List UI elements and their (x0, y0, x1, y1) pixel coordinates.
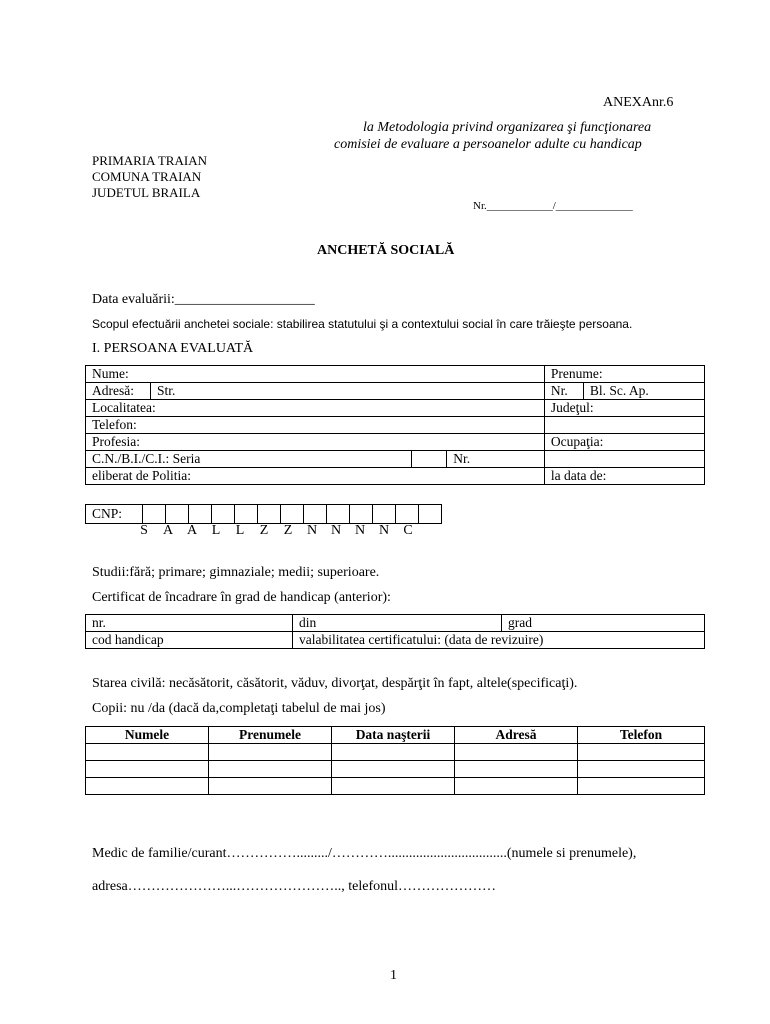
cnp-table (85, 504, 442, 524)
cnp-letters (132, 523, 420, 539)
scope-text: Scopul efectuării anchetei sociale: stabilirea statutului şi a contextului social în care trăieşte persoana. (92, 317, 633, 331)
institution-line-3: JUDETUL BRAILA (92, 185, 201, 200)
table-cell (209, 761, 332, 778)
children-header-adresa: Adresă (455, 727, 578, 744)
cert-cod-cell: cod handicap (86, 632, 293, 649)
page-number: 1 (390, 968, 397, 983)
cert-nr-cell: nr. (86, 615, 293, 632)
cnp-letter: N (306, 523, 318, 538)
cnp-digit-box (373, 505, 396, 524)
cnp-digit-box (235, 505, 258, 524)
table-cell (86, 778, 209, 795)
adresa-cell: Adresă: (86, 383, 151, 400)
cnp-letter: N (330, 523, 342, 538)
cnp-digit-box (396, 505, 419, 524)
nume-cell: Nume: (86, 366, 545, 383)
annex-number: ANEXAnr.6 (603, 95, 674, 110)
la-data-cell: la data de: (544, 468, 704, 485)
cnp-digit-box (350, 505, 373, 524)
cn-seria-cell: C.N./B.I./C.I.: Seria (86, 451, 412, 468)
cnp-digit-box (419, 505, 442, 524)
cnp-letter: A (186, 523, 198, 538)
civil-status-text: Starea civilă: necăsătorit, căsătorit, văduv, divorţat, despărţit în fapt, altele(specificaţi). (92, 676, 578, 691)
table-cell (209, 744, 332, 761)
methodology-line-2: comisiei de evaluare a persoanelor adulte cu handicap (334, 137, 642, 152)
cnp-letter: S (140, 523, 148, 538)
page-title: ANCHETĂ SOCIALĂ (317, 243, 455, 258)
str-cell: Str. (151, 383, 545, 400)
cnp-letter: Z (283, 523, 293, 538)
table-cell (332, 761, 455, 778)
cert-grad-cell: grad (502, 615, 705, 632)
bl-cell: Bl. Sc. Ap. (583, 383, 704, 400)
methodology-line-1: la Metodologia privind organizarea şi funcţionarea (363, 120, 652, 135)
cert-din-cell: din (293, 615, 502, 632)
eliberat-cell: eliberat de Politia: (86, 468, 545, 485)
registration-number: Nr.____________/______________ (473, 200, 633, 212)
cnp-letter: L (211, 523, 221, 538)
table-cell (578, 778, 705, 795)
institution-line-1: PRIMARIA TRAIAN (92, 153, 207, 168)
cnp-digit-box (166, 505, 189, 524)
table-cell (455, 778, 578, 795)
cnp-digit-box (189, 505, 212, 524)
table-cell (86, 761, 209, 778)
cnp-letter: C (403, 523, 413, 538)
children-table (85, 726, 705, 795)
cnp-digit-box (258, 505, 281, 524)
localitatea-cell: Localitatea: (86, 400, 545, 417)
studii-text: Studii:fără; primare; gimnaziale; medii; superioare. (92, 565, 380, 580)
ocupatia-cell: Ocupaţia: (544, 434, 704, 451)
table-row (86, 761, 705, 778)
cnp-letter: L (235, 523, 245, 538)
cnp-digit-box (304, 505, 327, 524)
cert-valabilitate-cell: valabilitatea certificatului: (data de revizuire) (293, 632, 705, 649)
telefon-cell: Telefon: (86, 417, 545, 434)
institution-line-2: COMUNA TRAIAN (92, 169, 202, 184)
table-cell (86, 744, 209, 761)
profesia-cell: Profesia: (86, 434, 545, 451)
children-header-prenumele: Prenumele (209, 727, 332, 744)
cnp-digit-box (281, 505, 304, 524)
cnp-digit-box (143, 505, 166, 524)
children-header-numele: Numele (86, 727, 209, 744)
table-cell (578, 761, 705, 778)
cn-nr-cell: Nr. (447, 451, 545, 468)
evaluation-date: Data evaluării:____________________ (92, 292, 315, 307)
address-line: adresa…………………...………………….., telefonul………………… (92, 879, 497, 894)
empty-cell (544, 417, 704, 434)
certificate-title: Certificat de încadrare în grad de handicap (anterior): (92, 590, 391, 605)
table-cell (209, 778, 332, 795)
person-table (85, 365, 705, 485)
cn-seria-value-cell (412, 451, 447, 468)
cnp-digit-box (212, 505, 235, 524)
cnp-letter: N (354, 523, 366, 538)
cnp-letter: A (162, 523, 174, 538)
doctor-line: Medic de familie/curant……………........./…………..................................(numele si prenumele), (92, 846, 637, 861)
cnp-letter: Z (259, 523, 269, 538)
nr-cell: Nr. (544, 383, 583, 400)
children-header-telefon: Telefon (578, 727, 705, 744)
table-cell (455, 761, 578, 778)
table-row (86, 744, 705, 761)
judetul-cell: Judeţul: (544, 400, 704, 417)
table-cell (455, 744, 578, 761)
section-title-person: I. PERSOANA EVALUATĂ (92, 341, 254, 356)
table-cell (578, 744, 705, 761)
prenume-cell: Prenume: (544, 366, 704, 383)
children-header-data-nasterii: Data naşterii (332, 727, 455, 744)
cnp-digit-box (327, 505, 350, 524)
certificate-table (85, 614, 705, 649)
table-cell (332, 744, 455, 761)
table-cell (332, 778, 455, 795)
cnp-letter: N (378, 523, 390, 538)
cnp-label: CNP: (86, 505, 143, 524)
table-row (86, 778, 705, 795)
children-text: Copii: nu /da (dacă da,completaţi tabelul de mai jos) (92, 701, 386, 716)
cn-empty-cell (544, 451, 704, 468)
